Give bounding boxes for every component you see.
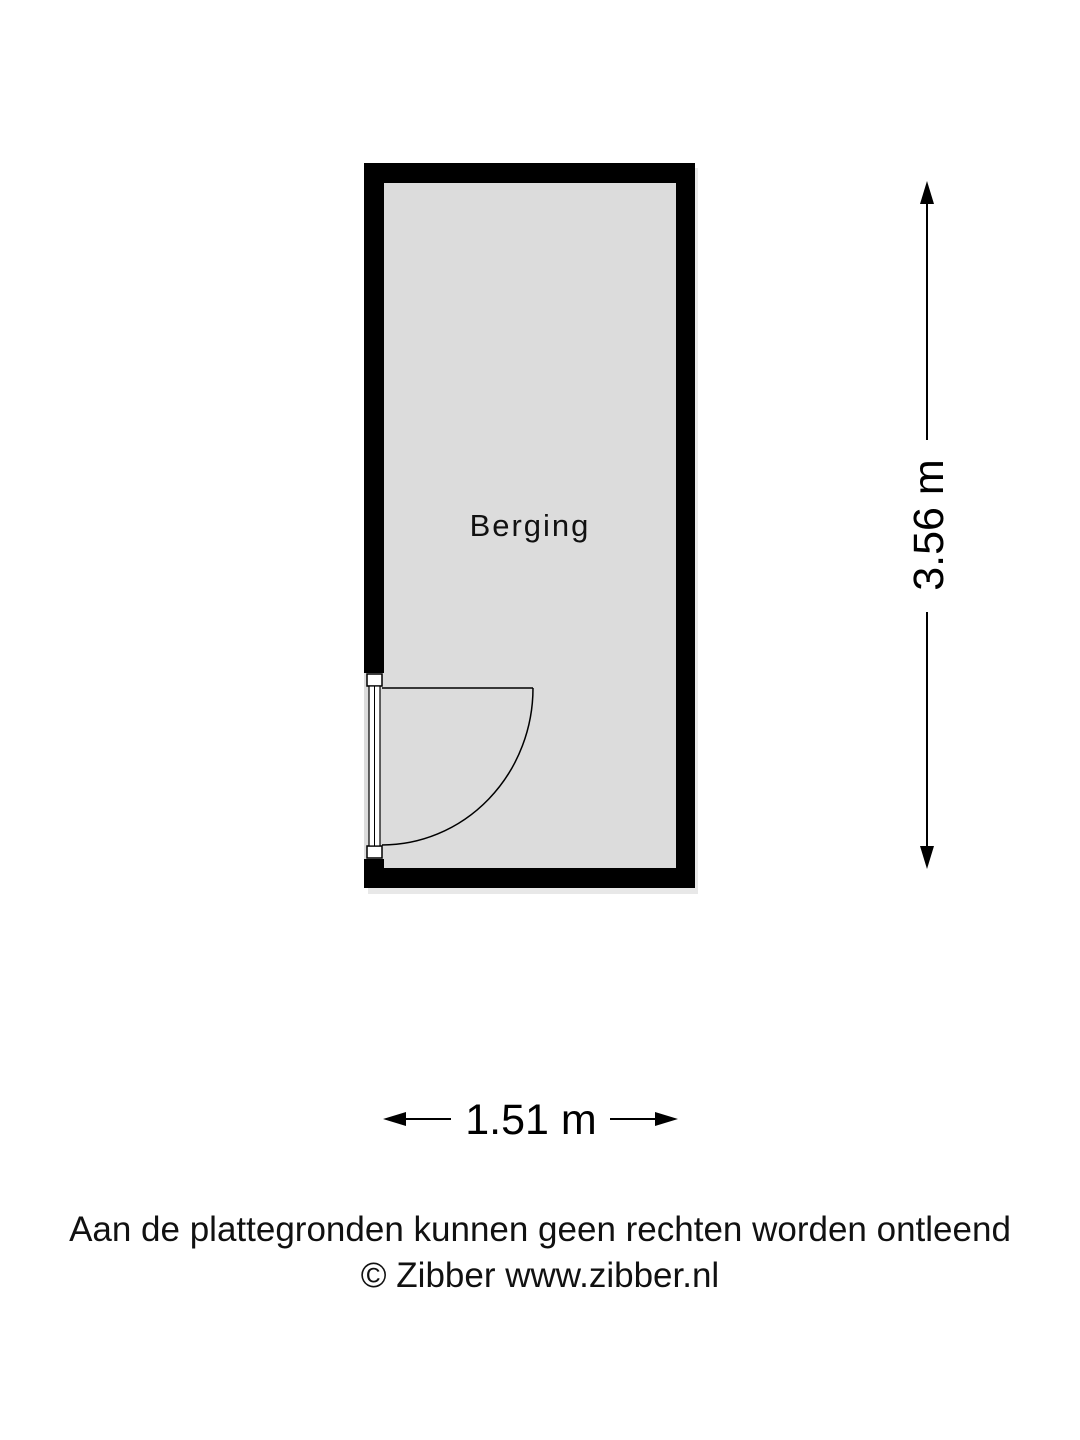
arrow-right-icon [655, 1112, 678, 1126]
width-dimension-label: 1.51 m [465, 1096, 597, 1144]
arrow-up-icon [920, 181, 934, 204]
arrow-left-icon [383, 1112, 406, 1126]
copyright-text: © Zibber www.zibber.nl [360, 1256, 720, 1295]
disclaimer-text: Aan de plattegronden kunnen geen rechten worden ontleend [69, 1210, 1011, 1249]
room-label: Berging [469, 508, 591, 543]
door-jamb-top [367, 674, 382, 686]
height-dimension-label: 3.56 m [905, 459, 953, 591]
door-jamb-bottom [367, 846, 382, 858]
width-dimension [383, 1096, 678, 1144]
arrow-down-icon [920, 846, 934, 869]
height-dimension [905, 181, 953, 869]
